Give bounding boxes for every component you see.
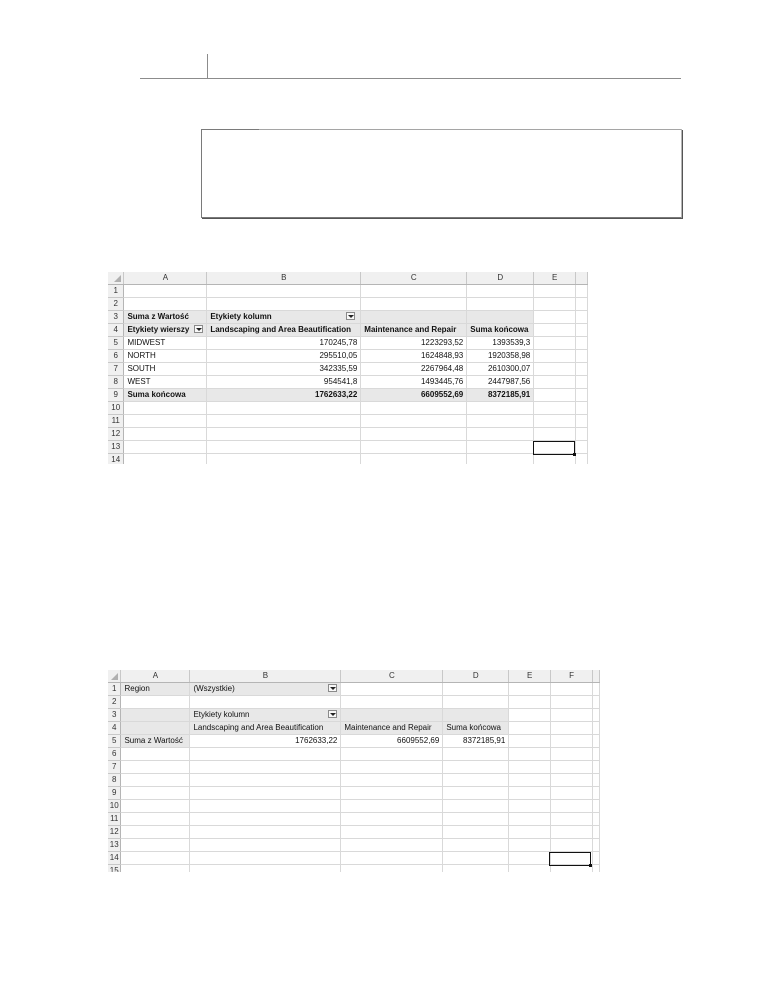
report-filter-dropdown-icon[interactable] xyxy=(328,684,337,692)
cell[interactable] xyxy=(509,735,551,748)
cell[interactable] xyxy=(467,285,534,298)
report-filter-value-cell[interactable] xyxy=(190,683,341,696)
row-header[interactable]: 9 xyxy=(108,389,124,402)
cell[interactable] xyxy=(341,839,443,852)
cell[interactable] xyxy=(190,865,341,873)
cell[interactable] xyxy=(551,826,593,839)
cell[interactable] xyxy=(467,441,534,454)
cell[interactable] xyxy=(534,415,576,428)
cell[interactable] xyxy=(361,454,467,465)
cell[interactable] xyxy=(341,709,443,722)
cell[interactable] xyxy=(121,852,190,865)
cell[interactable] xyxy=(443,787,509,800)
pivot-data-row xyxy=(108,376,588,389)
sheet-row xyxy=(108,324,588,337)
cell[interactable] xyxy=(509,696,551,709)
row-header[interactable]: 9 xyxy=(108,787,121,800)
active-cell-selection[interactable] xyxy=(533,441,575,455)
row-header[interactable]: 13 xyxy=(108,441,124,454)
row-header[interactable]: 14 xyxy=(108,454,124,465)
cell[interactable] xyxy=(207,428,361,441)
cell[interactable] xyxy=(509,761,551,774)
column-header-filler xyxy=(576,272,588,285)
report-filter-label[interactable]: Region xyxy=(121,683,190,696)
column-header-filler xyxy=(592,670,599,683)
cell[interactable] xyxy=(341,787,443,800)
cell[interactable] xyxy=(443,865,509,873)
cell[interactable] xyxy=(190,774,341,787)
value-cell[interactable]: 1393539,3 xyxy=(467,337,534,350)
cell[interactable] xyxy=(509,826,551,839)
cell[interactable] xyxy=(341,761,443,774)
cell[interactable] xyxy=(361,441,467,454)
column-header-c[interactable]: C xyxy=(361,272,467,285)
column-header-f[interactable]: F xyxy=(551,670,593,683)
cell[interactable] xyxy=(190,787,341,800)
sheet-row xyxy=(108,865,600,873)
cell[interactable] xyxy=(509,865,551,873)
cell[interactable] xyxy=(443,774,509,787)
cell[interactable] xyxy=(121,800,190,813)
sheet-row xyxy=(108,683,600,696)
cell[interactable] xyxy=(121,774,190,787)
cell[interactable] xyxy=(361,415,467,428)
sheet-row xyxy=(108,839,600,852)
column-labels-filter-dropdown-icon[interactable] xyxy=(346,312,355,320)
cell[interactable] xyxy=(534,337,576,350)
cell[interactable] xyxy=(534,363,576,376)
cell[interactable] xyxy=(509,774,551,787)
sheet-row xyxy=(108,748,600,761)
cell[interactable] xyxy=(534,376,576,389)
row-labels-text: Etykiety wierszy xyxy=(127,325,190,334)
row-header[interactable]: 2 xyxy=(108,298,124,311)
cell[interactable] xyxy=(121,787,190,800)
value-cell[interactable]: 2610300,07 xyxy=(467,363,534,376)
cell[interactable] xyxy=(443,709,509,722)
sheet-row xyxy=(108,298,588,311)
cell[interactable] xyxy=(467,454,534,465)
header-horizontal-rule xyxy=(140,78,681,79)
sheet-row xyxy=(108,709,600,722)
cell[interactable] xyxy=(534,311,576,324)
cell[interactable] xyxy=(190,839,341,852)
cell[interactable] xyxy=(576,350,588,363)
value-cell[interactable]: 342335,59 xyxy=(207,363,361,376)
cell[interactable] xyxy=(534,454,576,465)
value-cell[interactable]: 1493445,76 xyxy=(361,376,467,389)
cell[interactable] xyxy=(592,722,599,735)
row-header[interactable]: 10 xyxy=(108,402,124,415)
column-labels-filter-dropdown-icon[interactable] xyxy=(328,710,337,718)
value-cell[interactable]: 2267964,48 xyxy=(361,363,467,376)
cell[interactable] xyxy=(121,748,190,761)
cell[interactable] xyxy=(592,696,599,709)
cell[interactable] xyxy=(443,839,509,852)
cell[interactable] xyxy=(341,683,443,696)
row-header[interactable]: 7 xyxy=(108,761,121,774)
pivot-data-row xyxy=(108,735,600,748)
row-header[interactable]: 13 xyxy=(108,839,121,852)
pivot-value-field-label[interactable]: Suma z Wartość xyxy=(124,311,207,324)
pivot-total-row xyxy=(108,389,588,402)
cell[interactable] xyxy=(534,389,576,402)
cell[interactable] xyxy=(361,298,467,311)
cell[interactable] xyxy=(361,402,467,415)
sheet-row xyxy=(108,800,600,813)
row-header[interactable]: 4 xyxy=(108,324,124,337)
column-header-a[interactable]: A xyxy=(121,670,190,683)
row-header[interactable]: 6 xyxy=(108,350,124,363)
column-header-d[interactable]: D xyxy=(467,272,534,285)
cell[interactable] xyxy=(467,311,534,324)
cell[interactable] xyxy=(551,709,593,722)
cell[interactable] xyxy=(534,428,576,441)
cell[interactable] xyxy=(509,800,551,813)
cell[interactable] xyxy=(592,852,599,865)
cell[interactable] xyxy=(341,696,443,709)
cell[interactable] xyxy=(124,441,207,454)
value-cell[interactable]: 6609552,69 xyxy=(341,735,443,748)
cell[interactable] xyxy=(124,285,207,298)
cell[interactable] xyxy=(551,761,593,774)
active-cell-selection[interactable] xyxy=(549,852,591,866)
cell[interactable] xyxy=(341,865,443,873)
row-label-cell[interactable]: WEST xyxy=(124,376,207,389)
row-header[interactable]: 4 xyxy=(108,722,121,735)
pivot-data-row xyxy=(108,363,588,376)
cell[interactable] xyxy=(190,813,341,826)
row-labels-header-cell[interactable] xyxy=(124,324,207,337)
cell[interactable] xyxy=(121,761,190,774)
cell[interactable] xyxy=(551,683,593,696)
cell[interactable] xyxy=(361,285,467,298)
cell[interactable] xyxy=(341,852,443,865)
cell[interactable] xyxy=(207,285,361,298)
cell[interactable] xyxy=(190,748,341,761)
row-header[interactable]: 3 xyxy=(108,311,124,324)
cell[interactable] xyxy=(121,865,190,873)
value-cell[interactable]: 2447987,56 xyxy=(467,376,534,389)
cell[interactable] xyxy=(443,696,509,709)
row-header[interactable]: 11 xyxy=(108,813,121,826)
cell[interactable] xyxy=(341,774,443,787)
cell[interactable] xyxy=(592,787,599,800)
cell[interactable] xyxy=(121,839,190,852)
cell[interactable] xyxy=(124,428,207,441)
column-labels-text: Etykiety kolumn xyxy=(210,312,272,321)
cell[interactable] xyxy=(576,337,588,350)
cell[interactable] xyxy=(576,402,588,415)
pivot-sheet-1 xyxy=(108,272,588,464)
column-labels-header-cell[interactable] xyxy=(207,311,361,324)
cell[interactable] xyxy=(576,441,588,454)
cell[interactable] xyxy=(509,852,551,865)
sheet-row xyxy=(108,852,600,865)
cell[interactable] xyxy=(121,722,190,735)
value-cell[interactable]: 954541,8 xyxy=(207,376,361,389)
column-label-grand-total[interactable]: Suma końcowa xyxy=(443,722,509,735)
cell[interactable] xyxy=(190,826,341,839)
row-labels-filter-dropdown-icon[interactable] xyxy=(194,325,203,333)
cell[interactable] xyxy=(592,761,599,774)
row-label-cell[interactable]: MIDWEST xyxy=(124,337,207,350)
grand-total-label[interactable]: Suma końcowa xyxy=(124,389,207,402)
cell[interactable] xyxy=(509,722,551,735)
cell[interactable] xyxy=(551,722,593,735)
row-header[interactable]: 8 xyxy=(108,774,121,787)
cell[interactable] xyxy=(509,709,551,722)
cell[interactable] xyxy=(592,839,599,852)
column-header-a[interactable]: A xyxy=(124,272,207,285)
cell[interactable] xyxy=(190,696,341,709)
value-cell[interactable]: 170245,78 xyxy=(207,337,361,350)
column-label-maintenance[interactable]: Maintenance and Repair xyxy=(361,324,467,337)
row-header[interactable]: 11 xyxy=(108,415,124,428)
pivot-sheet-2 xyxy=(108,670,600,872)
cell[interactable] xyxy=(592,826,599,839)
cell[interactable] xyxy=(207,441,361,454)
sheet-row xyxy=(108,774,600,787)
cell[interactable] xyxy=(121,813,190,826)
cell[interactable] xyxy=(443,761,509,774)
row-header[interactable]: 5 xyxy=(108,735,121,748)
cell[interactable] xyxy=(592,800,599,813)
sheet-row xyxy=(108,441,588,454)
note-box xyxy=(201,129,682,218)
column-label-landscaping[interactable]: Landscaping and Area Beautification xyxy=(190,722,341,735)
cell[interactable] xyxy=(551,787,593,800)
value-cell[interactable]: 8372185,91 xyxy=(443,735,509,748)
column-header-row xyxy=(108,272,588,285)
cell[interactable] xyxy=(443,826,509,839)
cell[interactable] xyxy=(534,350,576,363)
cell[interactable] xyxy=(341,800,443,813)
cell[interactable] xyxy=(576,285,588,298)
column-label-maintenance[interactable]: Maintenance and Repair xyxy=(341,722,443,735)
cell[interactable] xyxy=(443,813,509,826)
cell[interactable] xyxy=(576,363,588,376)
cell[interactable] xyxy=(551,813,593,826)
cell[interactable] xyxy=(551,735,593,748)
row-header[interactable]: 1 xyxy=(108,285,124,298)
sheet-row xyxy=(108,285,588,298)
cell[interactable] xyxy=(592,735,599,748)
cell[interactable] xyxy=(592,865,599,873)
row-header[interactable]: 5 xyxy=(108,337,124,350)
column-labels-header-cell[interactable] xyxy=(190,709,341,722)
cell[interactable] xyxy=(361,428,467,441)
sheet-row xyxy=(108,722,600,735)
value-cell[interactable]: 1920358,98 xyxy=(467,350,534,363)
cell[interactable] xyxy=(592,813,599,826)
cell[interactable] xyxy=(576,311,588,324)
sheet-row xyxy=(108,311,588,324)
cell[interactable] xyxy=(592,709,599,722)
value-field-label[interactable]: Suma z Wartość xyxy=(121,735,190,748)
cell[interactable] xyxy=(509,813,551,826)
sheet-row xyxy=(108,826,600,839)
row-header[interactable]: 3 xyxy=(108,709,121,722)
cell[interactable] xyxy=(509,748,551,761)
cell[interactable] xyxy=(576,389,588,402)
grand-total-value[interactable]: 8372185,91 xyxy=(467,389,534,402)
cell[interactable] xyxy=(509,839,551,852)
cell[interactable] xyxy=(124,298,207,311)
cell[interactable] xyxy=(551,748,593,761)
cell[interactable] xyxy=(576,454,588,465)
cell[interactable] xyxy=(509,787,551,800)
row-header[interactable]: 15 xyxy=(108,865,121,873)
report-filter-value: (Wszystkie) xyxy=(193,684,235,693)
cell[interactable] xyxy=(207,415,361,428)
value-cell[interactable]: 1624848,93 xyxy=(361,350,467,363)
column-label-grand-total[interactable]: Suma końcowa xyxy=(467,324,534,337)
select-all-corner[interactable] xyxy=(108,670,121,683)
cell[interactable] xyxy=(443,800,509,813)
sheet-row xyxy=(108,787,600,800)
row-header[interactable]: 7 xyxy=(108,363,124,376)
cell[interactable] xyxy=(207,454,361,465)
grand-total-value[interactable]: 1762633,22 xyxy=(207,389,361,402)
column-header-e[interactable]: E xyxy=(534,272,576,285)
value-cell[interactable]: 295510,05 xyxy=(207,350,361,363)
cell[interactable] xyxy=(190,761,341,774)
cell[interactable] xyxy=(551,839,593,852)
cell[interactable] xyxy=(534,402,576,415)
sheet-row xyxy=(108,761,600,774)
row-header[interactable]: 12 xyxy=(108,428,124,441)
select-all-corner[interactable] xyxy=(108,272,124,285)
column-label-landscaping[interactable]: Landscaping and Area Beautification xyxy=(207,324,361,337)
select-all-triangle-icon xyxy=(114,275,121,282)
row-header[interactable]: 10 xyxy=(108,800,121,813)
cell[interactable] xyxy=(341,826,443,839)
cell[interactable] xyxy=(124,402,207,415)
sheet-row xyxy=(108,696,600,709)
cell[interactable] xyxy=(592,774,599,787)
cell[interactable] xyxy=(576,376,588,389)
cell[interactable] xyxy=(576,298,588,311)
row-header[interactable]: 6 xyxy=(108,748,121,761)
pivot-data-row xyxy=(108,337,588,350)
cell[interactable] xyxy=(361,311,467,324)
cell[interactable] xyxy=(190,852,341,865)
cell[interactable] xyxy=(121,709,190,722)
cell[interactable] xyxy=(124,454,207,465)
cell[interactable] xyxy=(576,324,588,337)
grand-total-value[interactable]: 6609552,69 xyxy=(361,389,467,402)
cell[interactable] xyxy=(443,852,509,865)
column-header-d[interactable]: D xyxy=(443,670,509,683)
sheet-row xyxy=(108,402,588,415)
row-header[interactable]: 12 xyxy=(108,826,121,839)
column-header-b[interactable]: B xyxy=(207,272,361,285)
row-label-cell[interactable]: NORTH xyxy=(124,350,207,363)
row-header[interactable]: 14 xyxy=(108,852,121,865)
cell[interactable] xyxy=(576,415,588,428)
cell[interactable] xyxy=(467,428,534,441)
column-header-c[interactable]: C xyxy=(341,670,443,683)
cell[interactable] xyxy=(467,415,534,428)
cell[interactable] xyxy=(534,298,576,311)
sheet-row xyxy=(108,813,600,826)
value-cell[interactable]: 1223293,52 xyxy=(361,337,467,350)
row-header[interactable]: 1 xyxy=(108,683,121,696)
cell[interactable] xyxy=(207,298,361,311)
sheet-row xyxy=(108,428,588,441)
cell[interactable] xyxy=(534,324,576,337)
cell[interactable] xyxy=(121,696,190,709)
row-header[interactable]: 2 xyxy=(108,696,121,709)
cell[interactable] xyxy=(124,415,207,428)
cell[interactable] xyxy=(551,774,593,787)
cell[interactable] xyxy=(509,683,551,696)
header-vertical-rule xyxy=(207,54,208,79)
cell[interactable] xyxy=(341,748,443,761)
column-header-row xyxy=(108,670,600,683)
column-header-e[interactable]: E xyxy=(509,670,551,683)
cell[interactable] xyxy=(443,683,509,696)
column-labels-text: Etykiety kolumn xyxy=(193,710,250,719)
sheet-row xyxy=(108,454,588,465)
cell[interactable] xyxy=(190,800,341,813)
cell[interactable] xyxy=(121,826,190,839)
cell[interactable] xyxy=(534,285,576,298)
cell[interactable] xyxy=(551,800,593,813)
value-cell[interactable]: 1762633,22 xyxy=(190,735,341,748)
cell[interactable] xyxy=(592,748,599,761)
cell[interactable] xyxy=(467,298,534,311)
cell[interactable] xyxy=(551,696,593,709)
sheet-row xyxy=(108,415,588,428)
cell[interactable] xyxy=(443,748,509,761)
cell[interactable] xyxy=(207,402,361,415)
cell[interactable] xyxy=(467,402,534,415)
row-label-cell[interactable]: SOUTH xyxy=(124,363,207,376)
cell[interactable] xyxy=(341,813,443,826)
select-all-triangle-icon xyxy=(111,673,118,680)
pivot-data-row xyxy=(108,350,588,363)
cell[interactable] xyxy=(576,428,588,441)
column-header-b[interactable]: B xyxy=(190,670,341,683)
cell[interactable] xyxy=(592,683,599,696)
row-header[interactable]: 8 xyxy=(108,376,124,389)
